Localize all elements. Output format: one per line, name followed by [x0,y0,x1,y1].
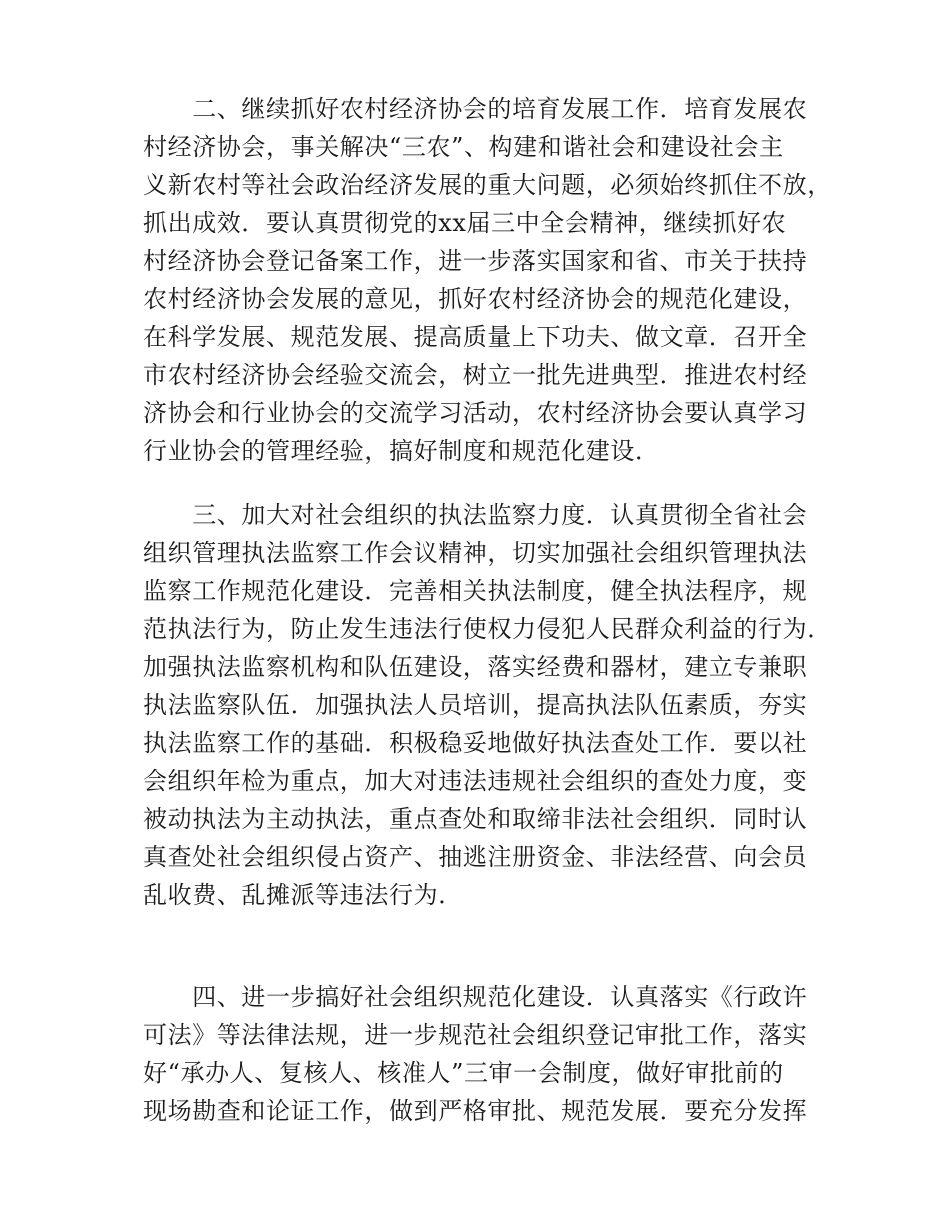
text-line: 在科学发展、规范发展、提高质量上下功夫、做文章．召开全 [143,323,808,351]
text-line: 组织管理执法监察工作会议精神，切实加强社会组织管理执法 [143,539,808,567]
text-line: 监察工作规范化建设．完善相关执法制度，健全执法程序，规 [143,577,808,605]
text-line: 可法》等法律法规，进一步规范社会组织登记审批工作，落实 [143,1021,808,1049]
text-line: 现场勘查和论证工作，做到严格审批、规范发展．要充分发挥 [143,1097,808,1125]
text-line: 会组织年检为重点，加大对违法违规社会组织的查处力度，变 [143,767,808,795]
text-line: 真查处社会组织侵占资产、抽逃注册资金、非法经营、向会员 [143,843,808,871]
paragraph-law-enforcement-supervision [143,496,832,914]
text-line: 执法监察工作的基础．积极稳妥地做好执法查处工作．要以社 [143,729,808,757]
text-line: 村经济协会，事关解决“三农”、构建和谐社会和建设社会主 [143,133,784,161]
paragraph-rural-economic-associations [143,90,832,470]
text-line: 义新农村等社会政治经济发展的重大问题，必须始终抓住不放， [143,171,832,199]
text-line: 行业协会的管理经验，搞好制度和规范化建设． [143,437,660,465]
text-line: 农村经济协会发展的意见，抓好农村经济协会的规范化建设， [143,285,808,313]
text-line: 四、进一步搞好社会组织规范化建设．认真落实《行政许 [143,983,808,1011]
text-line: 乱收费、乱摊派等违法行为． [143,881,463,909]
text-line: 三、加大对社会组织的执法监察力度．认真贯彻全省社会 [143,501,808,529]
paragraph-standardization-building [143,978,823,1130]
text-line: 执法监察队伍．加强执法人员培训，提高执法队伍素质，夯实 [143,691,808,719]
text-line: 被动执法为主动执法，重点查处和取缔非法社会组织．同时认 [143,805,808,833]
text-line: 抓出成效．要认真贯彻党的xx届三中全会精神，继续抓好农 [143,209,787,237]
text-line: 市农村经济协会经验交流会，树立一批先进典型．推进农村经 [143,361,808,389]
text-line: 济协会和行业协会的交流学习活动，农村经济协会要认真学习 [143,399,808,427]
text-line: 二、继续抓好农村经济协会的培育发展工作．培育发展农 [143,95,808,123]
text-line: 范执法行为，防止发生违法行使权力侵犯人民群众利益的行为． [143,615,832,643]
text-line: 好“承办人、复核人、核准人”三审一会制度，做好审批前的 [143,1059,784,1087]
text-line: 村经济协会登记备案工作，进一步落实国家和省、市关于扶持 [143,247,808,275]
text-line: 加强执法监察机构和队伍建设，落实经费和器材，建立专兼职 [143,653,808,681]
